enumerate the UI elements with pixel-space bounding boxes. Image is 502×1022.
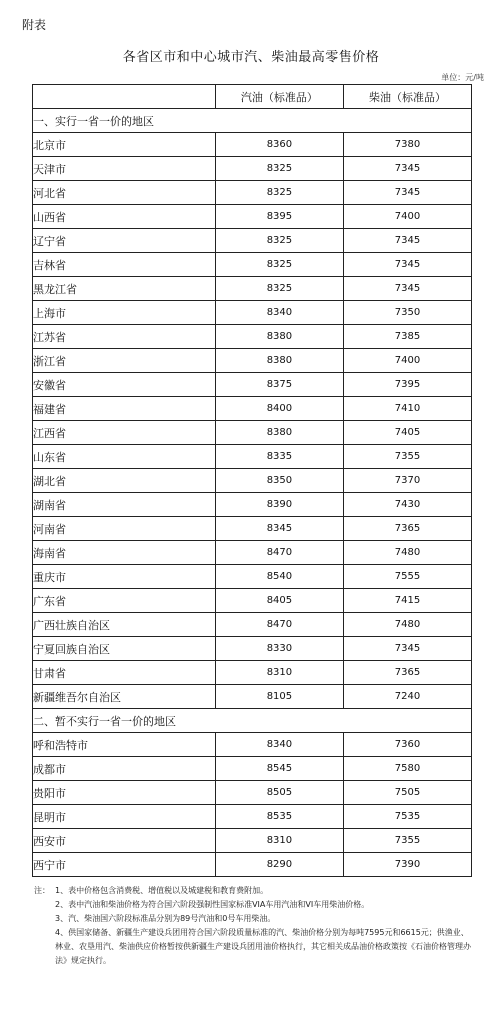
table-row bbox=[33, 805, 472, 829]
header-region bbox=[33, 85, 216, 109]
gasoline-price-cell: 8325 bbox=[215, 277, 343, 301]
diesel-price-cell: 7555 bbox=[343, 565, 471, 589]
diesel-price-cell: 7345 bbox=[343, 157, 471, 181]
header-gasoline: 汽油（标准品） bbox=[215, 85, 343, 109]
region-name-cell: 河南省 bbox=[33, 517, 216, 541]
table-row bbox=[33, 685, 472, 709]
region-name-cell: 西安市 bbox=[33, 829, 216, 853]
region-name-cell: 吉林省 bbox=[33, 253, 216, 277]
table-row bbox=[33, 277, 472, 301]
gasoline-price-cell: 8325 bbox=[215, 253, 343, 277]
price-table bbox=[32, 84, 472, 877]
table-row bbox=[33, 421, 472, 445]
gasoline-price-cell: 8405 bbox=[215, 589, 343, 613]
diesel-price-cell: 7345 bbox=[343, 253, 471, 277]
diesel-price-cell: 7345 bbox=[343, 229, 471, 253]
table-body bbox=[33, 109, 472, 877]
footnote-lead: 注： bbox=[34, 886, 50, 895]
gasoline-price-cell: 8540 bbox=[215, 565, 343, 589]
gasoline-price-cell: 8380 bbox=[215, 421, 343, 445]
gasoline-price-cell: 8340 bbox=[215, 301, 343, 325]
gasoline-price-cell: 8545 bbox=[215, 757, 343, 781]
region-name-cell: 安徽省 bbox=[33, 373, 216, 397]
diesel-price-cell: 7365 bbox=[343, 517, 471, 541]
diesel-price-cell: 7400 bbox=[343, 349, 471, 373]
region-name-cell: 海南省 bbox=[33, 541, 216, 565]
header-diesel: 柴油（标准品） bbox=[343, 85, 471, 109]
table-row bbox=[33, 205, 472, 229]
gasoline-price-cell: 8380 bbox=[215, 349, 343, 373]
footnote bbox=[34, 912, 474, 926]
gasoline-price-cell: 8395 bbox=[215, 205, 343, 229]
table-row bbox=[33, 469, 472, 493]
table-row bbox=[33, 541, 472, 565]
diesel-price-cell: 7345 bbox=[343, 637, 471, 661]
table-row bbox=[33, 781, 472, 805]
diesel-price-cell: 7380 bbox=[343, 133, 471, 157]
region-name-cell: 成都市 bbox=[33, 757, 216, 781]
table-row bbox=[33, 445, 472, 469]
region-name-cell: 浙江省 bbox=[33, 349, 216, 373]
region-name-cell: 呼和浩特市 bbox=[33, 733, 216, 757]
diesel-price-cell: 7355 bbox=[343, 829, 471, 853]
footnotes bbox=[34, 884, 474, 968]
diesel-price-cell: 7390 bbox=[343, 853, 471, 877]
table-row bbox=[33, 493, 472, 517]
region-name-cell: 昆明市 bbox=[33, 805, 216, 829]
region-name-cell: 河北省 bbox=[33, 181, 216, 205]
diesel-price-cell: 7360 bbox=[343, 733, 471, 757]
region-name-cell: 黑龙江省 bbox=[33, 277, 216, 301]
table-row bbox=[33, 133, 472, 157]
diesel-price-cell: 7410 bbox=[343, 397, 471, 421]
gasoline-price-cell: 8380 bbox=[215, 325, 343, 349]
region-name-cell: 山西省 bbox=[33, 205, 216, 229]
table-row bbox=[33, 613, 472, 637]
table-row bbox=[33, 733, 472, 757]
appendix-label: 附表 bbox=[22, 18, 47, 32]
region-name-cell: 西宁市 bbox=[33, 853, 216, 877]
diesel-price-cell: 7240 bbox=[343, 685, 471, 709]
footnote-text: 1、表中价格包含消费税、增值税以及城建税和教育费附加。 bbox=[55, 886, 269, 895]
table-row bbox=[33, 661, 472, 685]
gasoline-price-cell: 8310 bbox=[215, 829, 343, 853]
table-row bbox=[33, 829, 472, 853]
gasoline-price-cell: 8335 bbox=[215, 445, 343, 469]
gasoline-price-cell: 8360 bbox=[215, 133, 343, 157]
region-name-cell: 新疆维吾尔自治区 bbox=[33, 685, 216, 709]
table-row bbox=[33, 589, 472, 613]
diesel-price-cell: 7405 bbox=[343, 421, 471, 445]
table-header-row bbox=[33, 85, 472, 109]
region-name-cell: 上海市 bbox=[33, 301, 216, 325]
table-row bbox=[33, 397, 472, 421]
section-row bbox=[33, 109, 472, 133]
gasoline-price-cell: 8345 bbox=[215, 517, 343, 541]
diesel-price-cell: 7415 bbox=[343, 589, 471, 613]
gasoline-price-cell: 8105 bbox=[215, 685, 343, 709]
gasoline-price-cell: 8470 bbox=[215, 613, 343, 637]
gasoline-price-cell: 8330 bbox=[215, 637, 343, 661]
gasoline-price-cell: 8535 bbox=[215, 805, 343, 829]
gasoline-price-cell: 8290 bbox=[215, 853, 343, 877]
region-name-cell: 北京市 bbox=[33, 133, 216, 157]
table-row bbox=[33, 757, 472, 781]
section-row bbox=[33, 709, 472, 733]
region-name-cell: 天津市 bbox=[33, 157, 216, 181]
footnote-text: 3、汽、柴油国六阶段标准品分别为89号汽油和0号车用柴油。 bbox=[55, 914, 276, 923]
diesel-price-cell: 7345 bbox=[343, 181, 471, 205]
diesel-price-cell: 7385 bbox=[343, 325, 471, 349]
region-name-cell: 辽宁省 bbox=[33, 229, 216, 253]
diesel-price-cell: 7395 bbox=[343, 373, 471, 397]
diesel-price-cell: 7580 bbox=[343, 757, 471, 781]
table-row bbox=[33, 637, 472, 661]
diesel-price-cell: 7535 bbox=[343, 805, 471, 829]
table-row bbox=[33, 301, 472, 325]
footnote bbox=[34, 884, 474, 898]
unit-label: 单位：元/吨 bbox=[441, 73, 484, 82]
region-name-cell: 湖北省 bbox=[33, 469, 216, 493]
diesel-price-cell: 7480 bbox=[343, 613, 471, 637]
gasoline-price-cell: 8310 bbox=[215, 661, 343, 685]
table-row bbox=[33, 325, 472, 349]
region-name-cell: 广西壮族自治区 bbox=[33, 613, 216, 637]
region-name-cell: 广东省 bbox=[33, 589, 216, 613]
region-name-cell: 湖南省 bbox=[33, 493, 216, 517]
diesel-price-cell: 7430 bbox=[343, 493, 471, 517]
gasoline-price-cell: 8390 bbox=[215, 493, 343, 517]
diesel-price-cell: 7505 bbox=[343, 781, 471, 805]
region-name-cell: 山东省 bbox=[33, 445, 216, 469]
footnote bbox=[34, 926, 474, 968]
footnote bbox=[34, 898, 474, 912]
region-name-cell: 宁夏回族自治区 bbox=[33, 637, 216, 661]
table-row bbox=[33, 853, 472, 877]
table-row bbox=[33, 181, 472, 205]
gasoline-price-cell: 8505 bbox=[215, 781, 343, 805]
section-label: 一、实行一省一价的地区 bbox=[33, 109, 472, 133]
gasoline-price-cell: 8400 bbox=[215, 397, 343, 421]
table-row bbox=[33, 373, 472, 397]
region-name-cell: 甘肃省 bbox=[33, 661, 216, 685]
gasoline-price-cell: 8325 bbox=[215, 229, 343, 253]
gasoline-price-cell: 8375 bbox=[215, 373, 343, 397]
footnote-text: 4、供国家储备、新疆生产建设兵团用符合国六阶段质量标准的汽、柴油价格分别为每吨7595元和6615元；供渔业、林业、农垦用汽、柴油供应价格暂按供新疆生产建设兵团用油价格执行，其它相关成品油价格政策按《石油价格管理办法》规定执行。 bbox=[55, 928, 471, 965]
gasoline-price-cell: 8325 bbox=[215, 181, 343, 205]
region-name-cell: 福建省 bbox=[33, 397, 216, 421]
table-row bbox=[33, 229, 472, 253]
diesel-price-cell: 7365 bbox=[343, 661, 471, 685]
gasoline-price-cell: 8340 bbox=[215, 733, 343, 757]
section-label: 二、暂不实行一省一价的地区 bbox=[33, 709, 472, 733]
table-row bbox=[33, 517, 472, 541]
region-name-cell: 重庆市 bbox=[33, 565, 216, 589]
page-title: 各省区市和中心城市汽、柴油最高零售价格 bbox=[122, 50, 380, 65]
table-row bbox=[33, 349, 472, 373]
footnote-text: 2、表中汽油和柴油价格为符合国六阶段强制性国家标准VIA车用汽油和VI车用柴油价格。 bbox=[55, 900, 370, 909]
table-row bbox=[33, 253, 472, 277]
diesel-price-cell: 7400 bbox=[343, 205, 471, 229]
region-name-cell: 江苏省 bbox=[33, 325, 216, 349]
region-name-cell: 贵阳市 bbox=[33, 781, 216, 805]
diesel-price-cell: 7350 bbox=[343, 301, 471, 325]
diesel-price-cell: 7370 bbox=[343, 469, 471, 493]
gasoline-price-cell: 8325 bbox=[215, 157, 343, 181]
gasoline-price-cell: 8350 bbox=[215, 469, 343, 493]
region-name-cell: 江西省 bbox=[33, 421, 216, 445]
gasoline-price-cell: 8470 bbox=[215, 541, 343, 565]
diesel-price-cell: 7345 bbox=[343, 277, 471, 301]
table-row bbox=[33, 565, 472, 589]
diesel-price-cell: 7355 bbox=[343, 445, 471, 469]
diesel-price-cell: 7480 bbox=[343, 541, 471, 565]
table-row bbox=[33, 157, 472, 181]
